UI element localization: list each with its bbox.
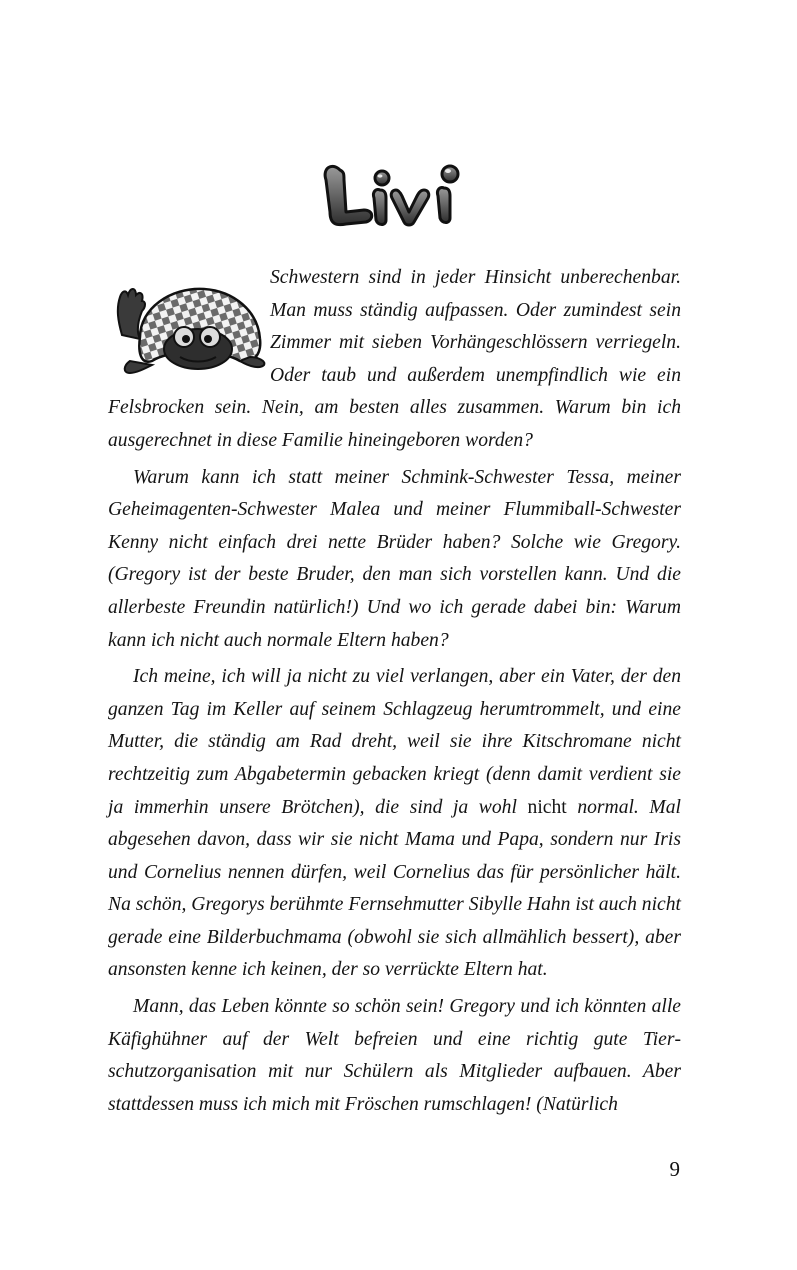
chapter-title: [300, 140, 500, 250]
paragraph-3: [108, 661, 681, 987]
paragraph-2: Warum kann ich statt meiner Schmink-Schwester Tessa, meiner Geheimagenten-Schwester Malea und meiner Flummiball-Schwester Kenny nicht einfach drei nette Brüder haben? Solche wie Gregory. (Gregory ist der beste Bruder, den man sich vorstellen kann. Und die allerbeste Freundin natürlich!) Und wo ich gerade dabei bin: Warum kann ich nicht auch normale Eltern haben?: [108, 466, 681, 651]
illustration-wrap-space: [108, 262, 270, 390]
emphasis-upright: nicht: [527, 796, 567, 818]
paragraph-1: Schwestern sind in jeder Hinsicht unberechenbar. Man muss ständig aufpassen. Oder zumindest sein Zimmer mit sieben Vorhängeschlössern verriegeln. Oder taub und außerdem unempfindlich wie ein Felsbrocken sein. Nein, am besten alles zusammen. Warum bin ich ausgerechnet in diese Familie hineingeboren worden?: [108, 267, 681, 451]
page-number: 9: [669, 1157, 680, 1181]
paragraph-4: Mann, das Leben könnte so schön sein! Gregory und ich könnten alle Käfighühner auf der Welt befreien und eine richtig gute Tierschutzorganisation mit nur Schülern als Mitglieder aufbauen. Aber stattdessen muss ich mich mit Fröschen rumschlagen! (Natürlich: [108, 996, 681, 1115]
paragraph-3-part-b: normal. Mal abgesehen davon, dass wir sie nicht Mama und Papa, sondern nur Iris und Cornelius nennen dürfen, weil Cornelius das für persönlicher hält. Na schön, Gregorys berühmte Fernsehmutter Sibylle Hahn ist auch nicht gerade eine Bilderbuchmama (obwohl sie sich allmählich bessert), aber ansonsten kenne ich keinen, der so verrückte Eltern hat.: [108, 796, 681, 981]
chapter-title-lettering: [300, 140, 500, 250]
body-text: [108, 262, 681, 1121]
paragraph-3-part-a: Ich meine, ich will ja nicht zu viel verlangen, aber ein Vater, der den ganzen Tag im Keller auf seinem Schlagzeug herumtrommelt, und eine Mutter, die ständig am Rad dreht, weil sie ihre Kitschromane nicht rechtzeitig zum Abgabetermin gebacken kriegt (denn damit verdient sie ja immerhin unsere Brötchen), die sind ja wohl: [108, 666, 681, 818]
